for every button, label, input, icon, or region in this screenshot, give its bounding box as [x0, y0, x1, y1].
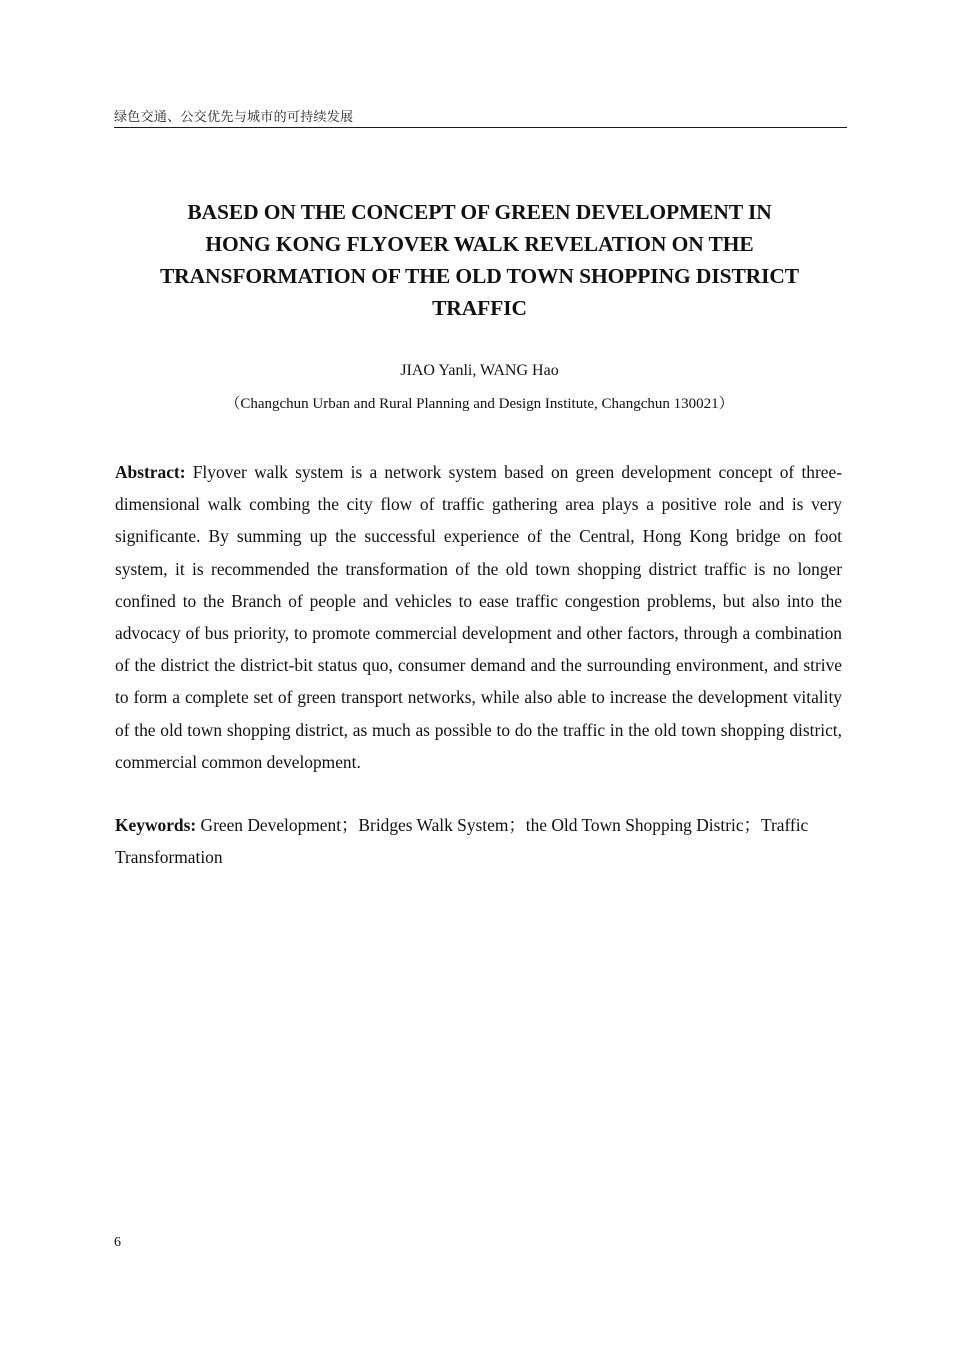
- page-number: 6: [114, 1235, 121, 1250]
- abstract-text: Flyover walk system is a network system based on green development concept of three-dimensional walk combing the city flow of traffic gathering area plays a positive role and is very significante. By summing up the successful experience of the Central, Hong Kong bridge on foot system, it is recommended the transformation of the old town shopping district traffic is no longer confined to the Branch of people and vehicles to ease traffic congestion problems, but also into the advocacy of bus priority, to promote commercial development and other factors, through a combination of the district the district-bit status quo, consumer demand and the surrounding environment, and strive to form a complete set of green transport networks, while also able to increase the development vitality of the old town shopping district, as much as possible to do the traffic in the old town shopping district, commercial common development.: [115, 462, 842, 772]
- title-line-3: TRANSFORMATION OF THE OLD TOWN SHOPPING DISTRICT: [159, 264, 800, 288]
- keywords: [115, 809, 842, 873]
- affiliation: （Changchun Urban and Rural Planning and Design Institute, Changchun 130021）: [225, 396, 734, 412]
- keywords-label: Keywords:: [115, 815, 197, 835]
- title-line-4: TRAFFIC: [432, 296, 527, 320]
- abstract-label: Abstract:: [115, 462, 186, 482]
- keywords-text: Green Development；Bridges Walk System；the Old Town Shopping Distric；Traffic Transformation: [115, 815, 809, 868]
- authors: JIAO Yanli, WANG Hao: [400, 362, 559, 379]
- title-line-2: HONG KONG FLYOVER WALK REVELATION ON THE: [205, 232, 754, 256]
- running-header: 绿色交通、公交优先与城市的可持续发展: [114, 110, 354, 125]
- header-rule: [114, 127, 847, 128]
- abstract: [115, 456, 842, 778]
- paper-title: [100, 196, 859, 324]
- title-line-1: BASED ON THE CONCEPT OF GREEN DEVELOPMENT IN: [187, 200, 772, 224]
